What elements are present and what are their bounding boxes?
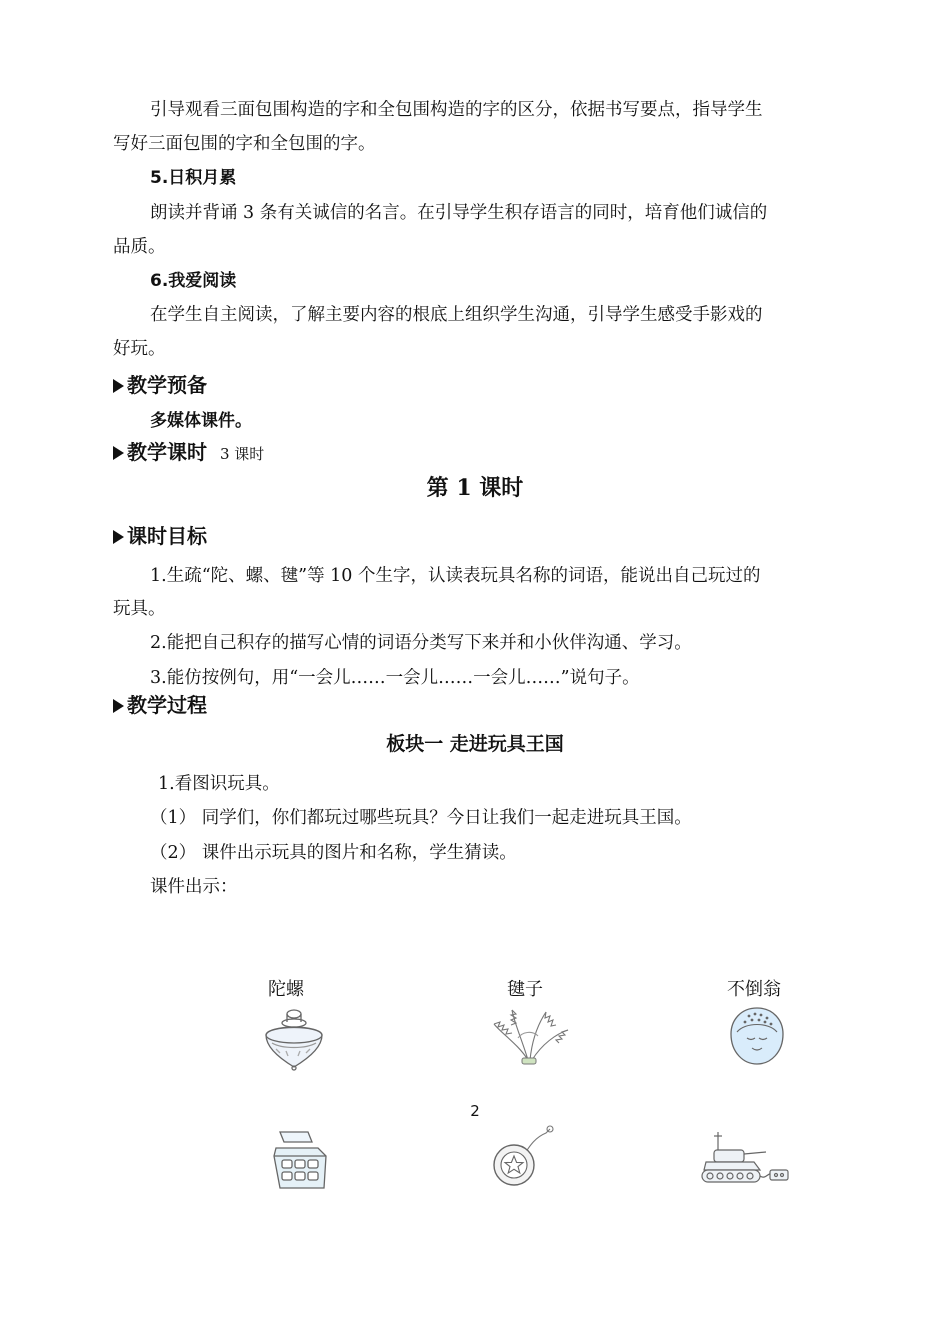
section-heading-lesson-hours: 教学课时 3 课时 [113,439,264,467]
spinning-top-icon [258,1005,330,1071]
lesson-hours-value: 3 课时 [219,445,265,463]
building-block-box-icon [268,1128,332,1192]
section-heading-goals: 课时目标 [113,523,207,549]
lesson-title: 第 1 课时 [426,475,524,501]
paragraph-line: 写好三面包围的字和全包围的字。 [113,134,376,154]
goal-line: 3.能仿按例句，用“一会儿……一会儿……一会儿……”说句子。 [150,668,640,688]
toy-label-shuttlecock: 毽子 [507,979,543,1000]
paragraph-line: 朗读并背诵 3 条有关诚信的名言。在引导学生积存语言的同时，培育他们诚信的 [150,203,768,223]
shuttlecock-icon [488,1004,572,1068]
section-heading-preparation: 教学预备 [113,372,207,398]
triangle-bullet-icon [113,699,124,713]
goal-line: 2.能把自己积存的描写心情的词语分类写下来并和小伙伴沟通、学习。 [150,633,692,653]
triangle-bullet-icon [113,446,124,460]
step-line: 课件出示： [150,877,238,897]
block-title: 板块一 走进玩具王国 [386,733,564,755]
triangle-bullet-icon [113,379,124,393]
yoyo-icon [490,1125,556,1191]
page-number: 2 [470,1102,480,1120]
subheading-i-love-reading: 6.我爱阅读 [150,271,237,291]
step-line: （1） 同学们，你们都玩过哪些玩具？今日让我们一起走进玩具王国。 [150,808,692,828]
goal-line: 玩具。 [113,599,166,619]
preparation-content: 多媒体课件。 [150,411,252,431]
step-line: （2） 课件出示玩具的图片和名称，学生猜读。 [150,843,517,863]
toy-label-tumbler: 不倒翁 [727,979,781,1000]
step-line: 1.看图识玩具。 [158,774,280,794]
paragraph-line: 在学生自主阅读，了解主要内容的根底上组织学生沟通，引导学生感受手影戏的 [150,305,763,325]
goal-line: 1.生疏“陀、螺、毽”等 10 个生字，认读表玩具名称的词语，能说出自己玩过的 [150,566,761,586]
section-heading-process: 教学过程 [113,692,207,718]
tumbler-icon [725,1006,789,1066]
toy-tank-icon [700,1130,792,1190]
paragraph-line: 引导观看三面包围构造的字和全包围构造的字的区分，依据书写要点，指导学生 [150,100,763,120]
toy-label-spinning-top: 陀螺 [268,979,304,1000]
subheading-daily-accumulation: 5.日积月累 [150,168,237,188]
paragraph-line: 品质。 [113,237,166,257]
triangle-bullet-icon [113,530,124,544]
paragraph-line: 好玩。 [113,339,166,359]
